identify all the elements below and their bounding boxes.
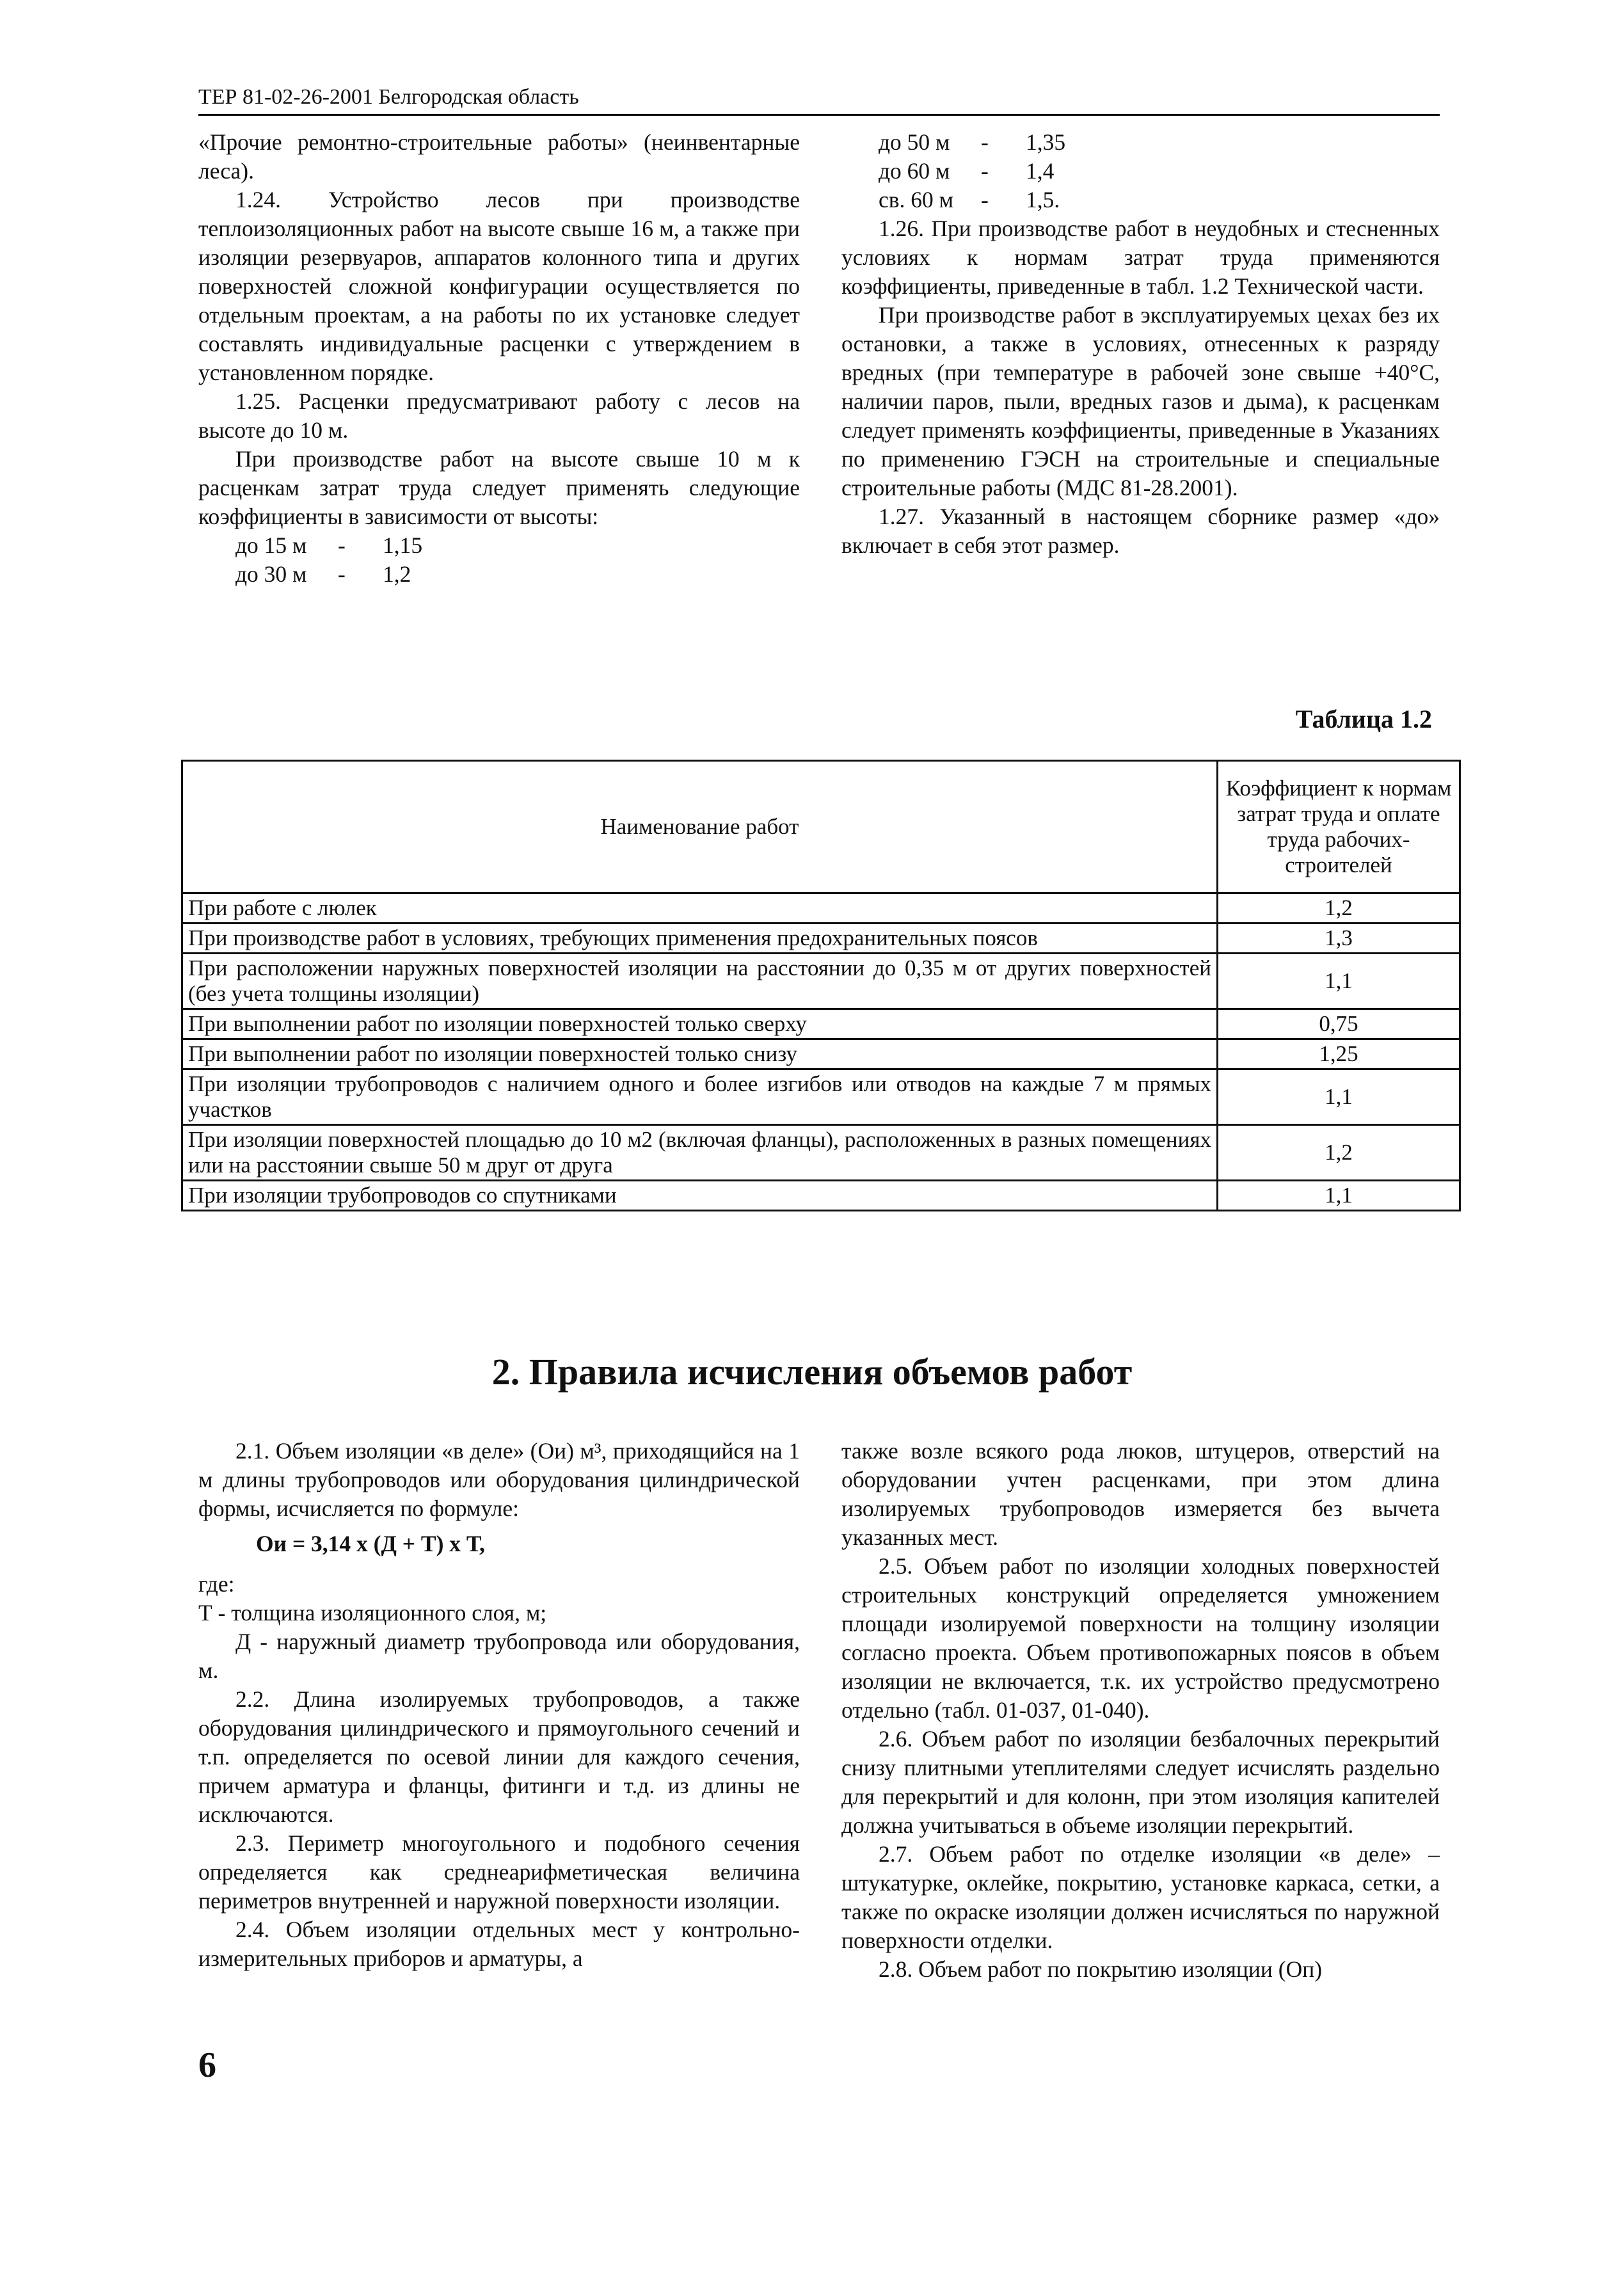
table-row [182,923,1460,954]
page-number: 6 [198,2045,216,2085]
right-column-top [841,128,1440,560]
coefficient-row [841,186,1440,214]
work-name: При изоляции трубопроводов с наличием одного и более изгибов или отводов на каждые 7 м прямых участков [182,1069,1218,1125]
work-name: При изоляции поверхностей площадью до 10 м2 (включая фланцы), расположенных в разных помещениях или на расстоянии свыше 50 м друг от друга [182,1125,1218,1181]
coefficient-value: 1,5. [1026,187,1060,212]
coefficient: 1,2 [1218,893,1460,923]
section-title: 2. Правила исчисления объемов работ [491,1351,1133,1393]
height-label: до 30 м [235,561,307,587]
height-label: до 60 м [879,158,950,184]
paragraph-2-2: 2.2. Длина изолируемых трубопроводов, а также оборудования цилиндрического и прямоугольного сечений и т.п. определяется по осевой линии для каждого сечения, причем арматура и фланцы, фитинги и т.д. из длины не исключаются. [198,1686,800,1827]
work-name: При расположении наружных поверхностей изоляции на расстоянии до 0,35 м от других поверхностей (без учета толщины изоляции) [182,954,1218,1009]
height-label: до 15 м [235,532,307,558]
table-header-row [182,761,1460,893]
header-coefficient: Коэффициент к нормам затрат труда и оплате труда рабочих-строителей [1218,761,1460,893]
table-row [182,1009,1460,1039]
paragraph-2-1: 2.1. Объем изоляции «в деле» (Ои) м³, приходящийся на 1 м длины трубопроводов или оборудования цилиндрической формы, исчисляется по формуле: [198,1438,800,1521]
coefficient-row [841,157,1440,186]
paragraph: При производстве работ на высоте свыше 10 м к расценкам затрат труда следует применять следующие коэффициенты в зависимости от высоты: [198,446,800,529]
dash: - [981,158,989,184]
dash: - [338,532,346,558]
paragraph: При производстве работ в эксплуатируемых цехах без их остановки, а также в условиях, отнесенных к разряду вредных (при температуре в рабочей зоне свыше +40°С, наличии паров, пыли, вредных газов и дыма), к расценкам следует применять коэффициенты, приведенные в Указаниях по применению ГЭСН на строительные и специальные строительные работы (МДС 81-28.2001). [841,302,1440,500]
paragraph-1-24: 1.24. Устройство лесов при производстве теплоизоляционных работ на высоте свыше 16 м, а также при изоляции резервуаров, аппаратов колонного типа и других поверхностей сложной конфигурации осуществляется по отдельным проектам, а на работы по их установке следует составлять индивидуальные расценки с утверждением в установленном порядке. [198,187,800,385]
header-work-name: Наименование работ [182,761,1218,893]
table-row [182,1069,1460,1125]
page-header: ТЕР 81-02-26-2001 Белгородская область [198,84,1440,116]
table-row [182,1181,1460,1211]
paragraph-2-3: 2.3. Периметр многоугольного и подобного сечения определяется как среднеарифметическая величина периметров внутренней и наружной поверхности изоляции. [198,1830,800,1914]
paragraph-2-8: 2.8. Объем работ по покрытию изоляции (Оп) [879,1956,1323,1982]
coefficient: 1,1 [1218,1181,1460,1211]
paragraph-2-6: 2.6. Объем работ по изоляции безбалочных перекрытий снизу плитными утеплителями следует исчислять раздельно для перекрытий и для колонн, при этом изоляция капителей должна учитываться в объеме изоляции перекрытий. [841,1726,1440,1838]
paragraph-2-4: 2.4. Объем изоляции отдельных мест у контрольно-измерительных приборов и арматуры, а [198,1917,800,1971]
paragraph-2-7: 2.7. Объем работ по отделке изоляции «в деле» – штукатурке, оклейке, покрытию, установке каркаса, сетки, а также по окраске изоляции должен исчисляться по наружной поверхности отделки. [841,1841,1440,1953]
coefficient: 1,1 [1218,954,1460,1009]
paragraph-1-26: 1.26. При производстве работ в неудобных и стесненных условиях к нормам затрат труда применяются коэффициенты, приведенные в табл. 1.2 Технической части. [841,216,1440,299]
formula: Ои = 3,14 х (Д + Т) х Т, [256,1531,485,1556]
dash: - [338,561,346,587]
right-column-bottom [841,1437,1440,1984]
paragraph-1-27: 1.27. Указанный в настоящем сборнике размер «до» включает в себя этот размер. [841,504,1440,558]
paragraph-1-25: 1.25. Расценки предусматривают работу с лесов на высоте до 10 м. [198,388,800,443]
coefficient-value: 1,4 [1026,158,1055,184]
table-row [182,893,1460,923]
coefficient-row [198,531,800,560]
work-name: При работе с люлек [182,893,1218,923]
work-name: При выполнении работ по изоляции поверхностей только снизу [182,1039,1218,1069]
coefficient-value: 1,15 [383,532,423,558]
coefficient-row [841,128,1440,157]
paragraph: «Прочие ремонтно-строительные работы» (неинвентарные леса). [198,129,800,184]
coefficient: 1,2 [1218,1125,1460,1181]
dash: - [981,129,989,155]
height-label: св. 60 м [879,187,954,212]
coefficient: 0,75 [1218,1009,1460,1039]
left-column-top [198,128,800,589]
coefficient-row [198,560,800,589]
dash: - [981,187,989,212]
coefficient: 1,3 [1218,923,1460,954]
coefficient-value: 1,2 [383,561,411,587]
table-row [182,1125,1460,1181]
definition-t: Т - толщина изоляционного слоя, м; [198,1600,547,1626]
coefficient: 1,1 [1218,1069,1460,1125]
paragraph-2-4-cont: также возле всякого рода люков, штуцеров, отверстий на оборудовании учтен расценками, при этом длина изолируемых трубопроводов измеряется без вычета указанных мест. [841,1438,1440,1550]
table-row [182,1039,1460,1069]
where-label: где: [198,1571,235,1597]
table-caption: Таблица 1.2 [1295,705,1432,733]
definition-d: Д - наружный диаметр трубопровода или оборудования, м. [198,1629,800,1683]
paragraph-2-5: 2.5. Объем работ по изоляции холодных поверхностей строительных конструкций определяется умножением площади изолируемой поверхности на толщину изоляции согласно проекта. Объем противопожарных поясов в объем изоляции не включается, т.к. их устройство предусмотрено отдельно (табл. 01-037, 01-040). [841,1553,1440,1723]
work-name: При изоляции трубопроводов со спутниками [182,1181,1218,1211]
coefficient-value: 1,35 [1026,129,1066,155]
work-name: При выполнении работ по изоляции поверхностей только сверху [182,1009,1218,1039]
coefficient: 1,25 [1218,1039,1460,1069]
left-column-bottom [198,1437,800,1973]
work-name: При производстве работ в условиях, требующих применения предохранительных поясов [182,923,1218,954]
height-label: до 50 м [879,129,950,155]
table-row [182,954,1460,1009]
coefficients-table [181,760,1461,1211]
